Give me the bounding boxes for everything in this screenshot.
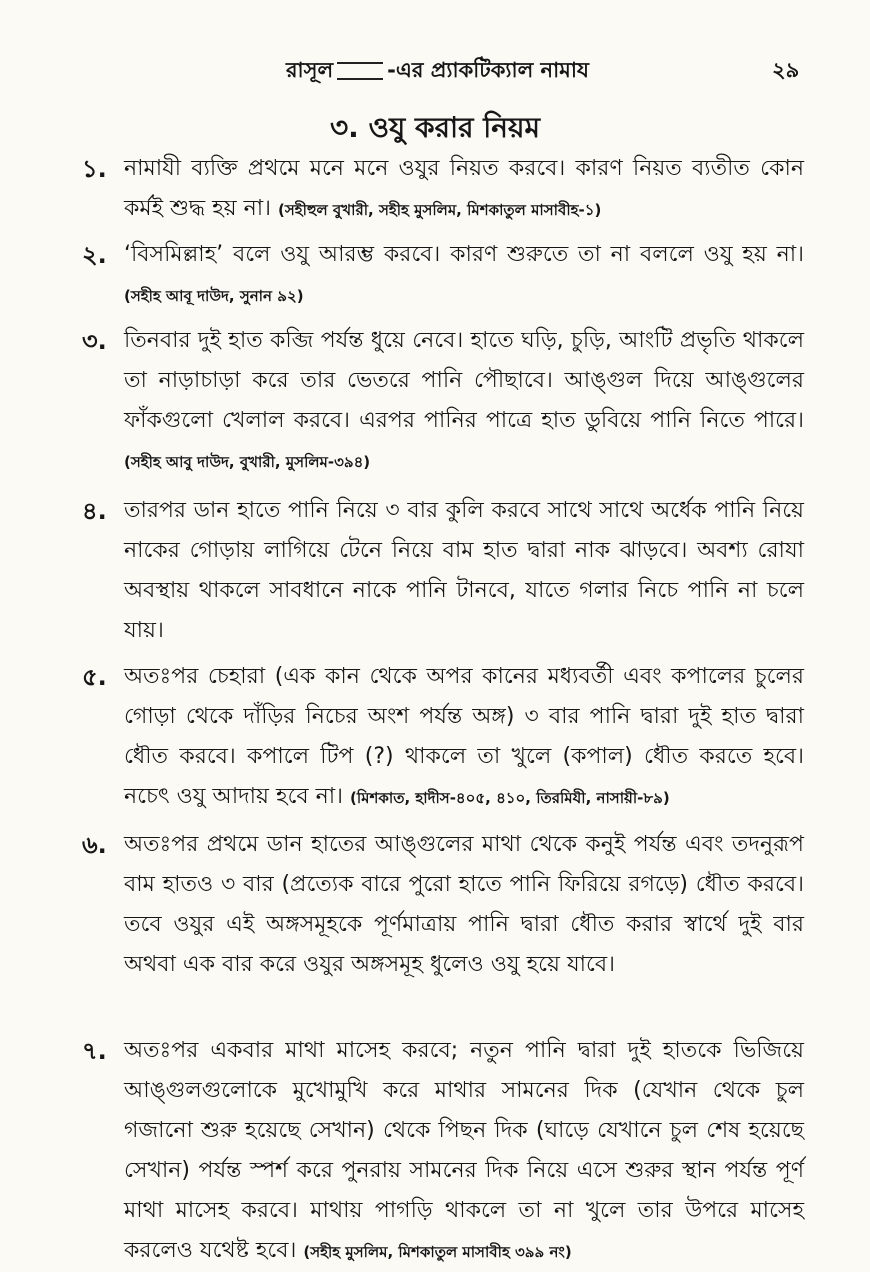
rule-text-block	[124, 321, 804, 482]
running-header	[0, 50, 870, 90]
rule-citation: (সহীহ আবু দাউদ, বুখারী, মুসলিম-৩৯৪)	[124, 453, 371, 471]
section-heading: ৩. ওযু করার নিয়ম	[329, 111, 541, 144]
rule-text-block	[124, 1031, 804, 1272]
header-title-suffix: -এর প্র্যাকটিক্যাল নামায	[387, 58, 590, 82]
rule-text: অতঃপর চেহারা (এক কান থেকে অপর কানের মধ্যবর্তী এবং কপালের চুলের গোড়া থেকে দাঁড়ির নিচের অংশ পর্যন্ত অঙ্গ) ৩ বার পানি দ্বারা দুই হাত দ্বারা ধৌত করবে। কপালে টিপ (?) থাকলে তা খুলে (কপাল) ধৌত করতে হবে। নচেৎ ওযু আদায় হবে না।	[124, 664, 804, 809]
rule-number: ২.	[82, 241, 107, 269]
rule-citation: (সহীহুল বুখারী, সহীহ মুসলিম, মিশকাতুল মাসাবীহ-১)	[278, 201, 602, 219]
header-title-prefix: রাসূল	[286, 58, 334, 82]
rule-number: ৩.	[82, 327, 107, 355]
rule-text-block	[124, 149, 804, 230]
rule-number: ৫.	[82, 663, 107, 691]
rule-citation: (সহীহ মুসলিম, মিশকাতুল মাসাবীহ ৩৯৯ নং)	[303, 1243, 572, 1261]
rule-number: ৬.	[82, 831, 107, 859]
rule-text-block	[124, 235, 804, 316]
page-number: ২৯	[772, 58, 800, 82]
rule-number: ৪.	[82, 497, 107, 525]
rule-text: তিনবার দুই হাত কব্জি পর্যন্ত ধুয়ে নেবে। হাতে ঘড়ি, চুড়ি, আংটি প্রভৃতি থাকলে তা নাড়াচাড়া করে তার ভেতরে পানি পৌছাবে। আঙ্গুল দিয়ে আঙ্গুলের ফাঁকগুলো খেলাল করবে। এরপর পানির পাত্রে হাত ডুবিয়ে পানি নিতে পারে।	[124, 328, 804, 433]
rule-text-block	[124, 491, 804, 651]
rule-citation: (মিশকাত, হাদীস-৪০৫, ৪১০, তিরমিযী, নাসায়ী-৮৯)	[350, 789, 670, 807]
rule-number: ৭.	[82, 1037, 107, 1065]
rule-number: ১.	[82, 155, 107, 183]
calligraphy-seal-icon	[337, 62, 383, 80]
rule-citation: (সহীহ আবূ দাউদ, সুনান ৯২)	[124, 287, 304, 305]
rule-text: অতঃপর একবার মাথা মাসেহ করবে; নতুন পানি দ্বারা দুই হাতকে ভিজিয়ে আঙ্গুলগুলোকে মুখোমুখি করে মাথার সামনের দিক (যেখান থেকে চুল গজানো শুরু হয়েছে সেখান) থেকে পিছন দিক (ঘাড়ে যেখানে চুল শেষ হয়েছে সেখান) পর্যন্ত স্পর্শ করে পুনরায় সামনের দিক নিয়ে এসে শুরুর স্থান পর্যন্ত পূর্ণ মাথা মাসেহ করবে। মাথায় পাগড়ি থাকলে তা না খুলে তার উপরে মাসেহ করলেও যথেষ্ট হবে।	[124, 1038, 804, 1263]
running-header-title	[286, 54, 589, 89]
rule-text-block	[124, 825, 804, 985]
rule-text-block	[124, 657, 804, 818]
rule-text: তারপর ডান হাতে পানি নিয়ে ৩ বার কুলি করবে সাথে সাথে অর্ধেক পানি নিয়ে নাকের গোড়ায় লাগিয়ে টেনে নিয়ে বাম হাত দ্বারা নাক ঝাড়বে। অবশ্য রোযা অবস্থায় থাকলে সাবধানে নাকে পানি টানবে, যাতে গলার নিচে পানি না চলে যায়।	[124, 498, 804, 643]
rule-text: নামাযী ব্যক্তি প্রথমে মনে মনে ওযুর নিয়ত করবে। কারণ নিয়ত ব্যতীত কোন কর্মই শুদ্ধ হয় না।	[124, 156, 804, 221]
rule-text: অতঃপর প্রথমে ডান হাতের আঙ্গুলের মাথা থেকে কনুই পর্যন্ত এবং তদনুরূপ বাম হাতও ৩ বার (প্রত্যেক বারে পুরো হাতে পানি ফিরিয়ে রগড়ে) ধৌত করবে। তবে ওযুর এই অঙ্গসমূহকে পূর্ণমাত্রায় পানি দ্বারা ধৌত করার স্বার্থে দুই বার অথবা এক বার করে ওযুর অঙ্গসমূহ ধুলেও ওযু হয়ে যাবে।	[124, 832, 804, 977]
rule-text: ‘বিসমিল্লাহ’ বলে ওযু আরম্ভ করবে। কারণ শুরুতে তা না বললে ওযু হয় না।	[124, 242, 804, 267]
